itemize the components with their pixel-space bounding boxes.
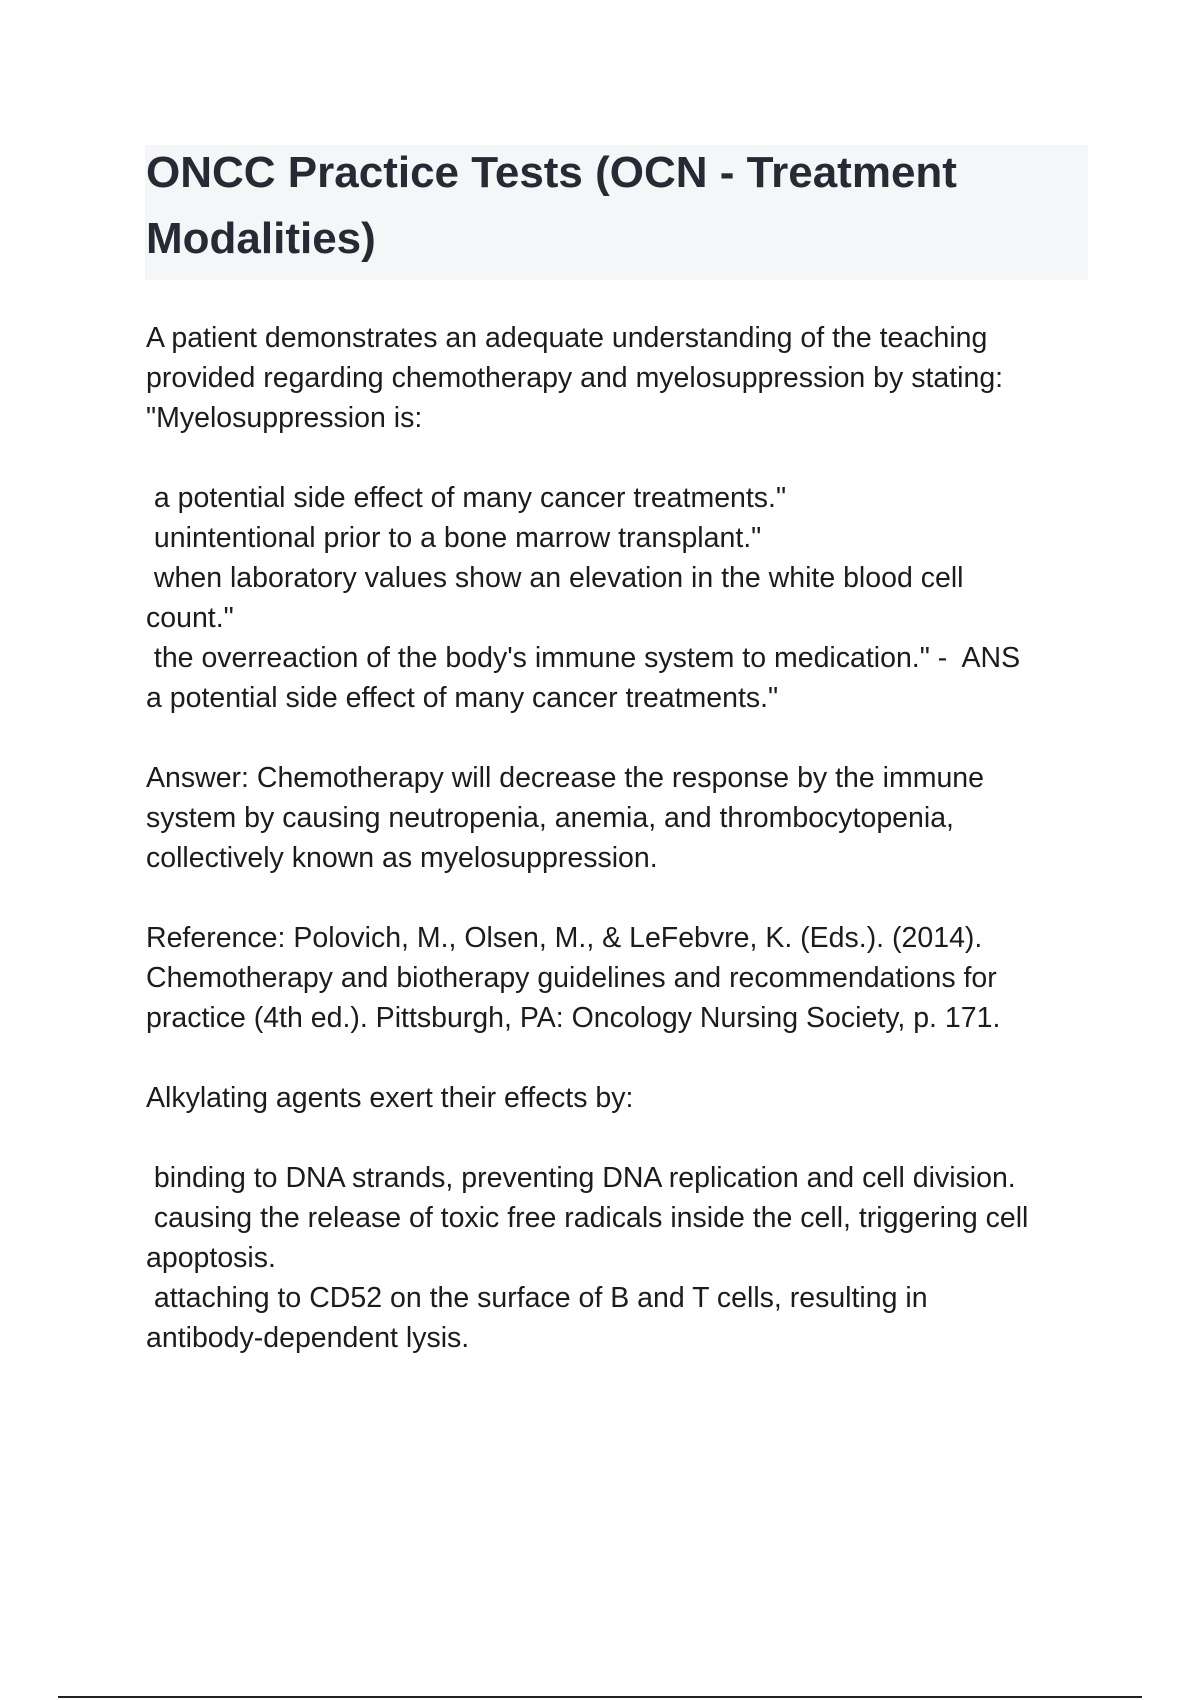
option-line: count." [146, 602, 234, 634]
option-line: when laboratory values show an elevation in the white blood cell [146, 562, 964, 594]
question-2-stem [146, 1078, 1096, 1118]
text-line: system by causing neutropenia, anemia, and thrombocytopenia, [146, 802, 954, 834]
option-line: the overreaction of the body's immune system to medication." - ANS [146, 642, 1021, 674]
text-line: A patient demonstrates an adequate understanding of the teaching [146, 322, 988, 354]
text-line: provided regarding chemotherapy and myelosuppression by stating: [146, 362, 1004, 394]
title-line: ONCC Practice Tests (OCN - Treatment [146, 148, 957, 197]
text-line: practice (4th ed.). Pittsburgh, PA: Oncology Nursing Society, p. 171. [146, 1002, 1001, 1034]
text-line: Reference: Polovich, M., Olsen, M., & LeFebvre, K. (Eds.). (2014). [146, 922, 983, 954]
option-line: a potential side effect of many cancer treatments." [146, 482, 787, 514]
text-line: Answer: Chemotherapy will decrease the response by the immune [146, 762, 984, 794]
question-1-options [146, 478, 1096, 718]
text-line: collectively known as myelosuppression. [146, 842, 658, 874]
question-2-options [146, 1158, 1096, 1358]
option-line: binding to DNA strands, preventing DNA replication and cell division. [146, 1162, 1016, 1194]
page-bottom-rule [58, 1696, 1142, 1698]
question-1-reference [146, 918, 1096, 1038]
text-line: Alkylating agents exert their effects by: [146, 1082, 634, 1114]
question-1-stem [146, 318, 1096, 438]
option-line: antibody-dependent lysis. [146, 1322, 470, 1354]
question-1-answer [146, 758, 1096, 878]
document-body [146, 318, 1096, 1398]
option-line: apoptosis. [146, 1242, 276, 1274]
answer-line: a potential side effect of many cancer treatments." [146, 682, 779, 714]
option-line: attaching to CD52 on the surface of B and T cells, resulting in [146, 1282, 928, 1314]
page-title [146, 140, 1046, 272]
text-line: Chemotherapy and biotherapy guidelines and recommendations for [146, 962, 997, 994]
option-line: unintentional prior to a bone marrow transplant." [146, 522, 762, 554]
text-line: "Myelosuppression is: [146, 402, 423, 434]
option-line: causing the release of toxic free radicals inside the cell, triggering cell [146, 1202, 1029, 1234]
title-line: Modalities) [146, 214, 376, 263]
